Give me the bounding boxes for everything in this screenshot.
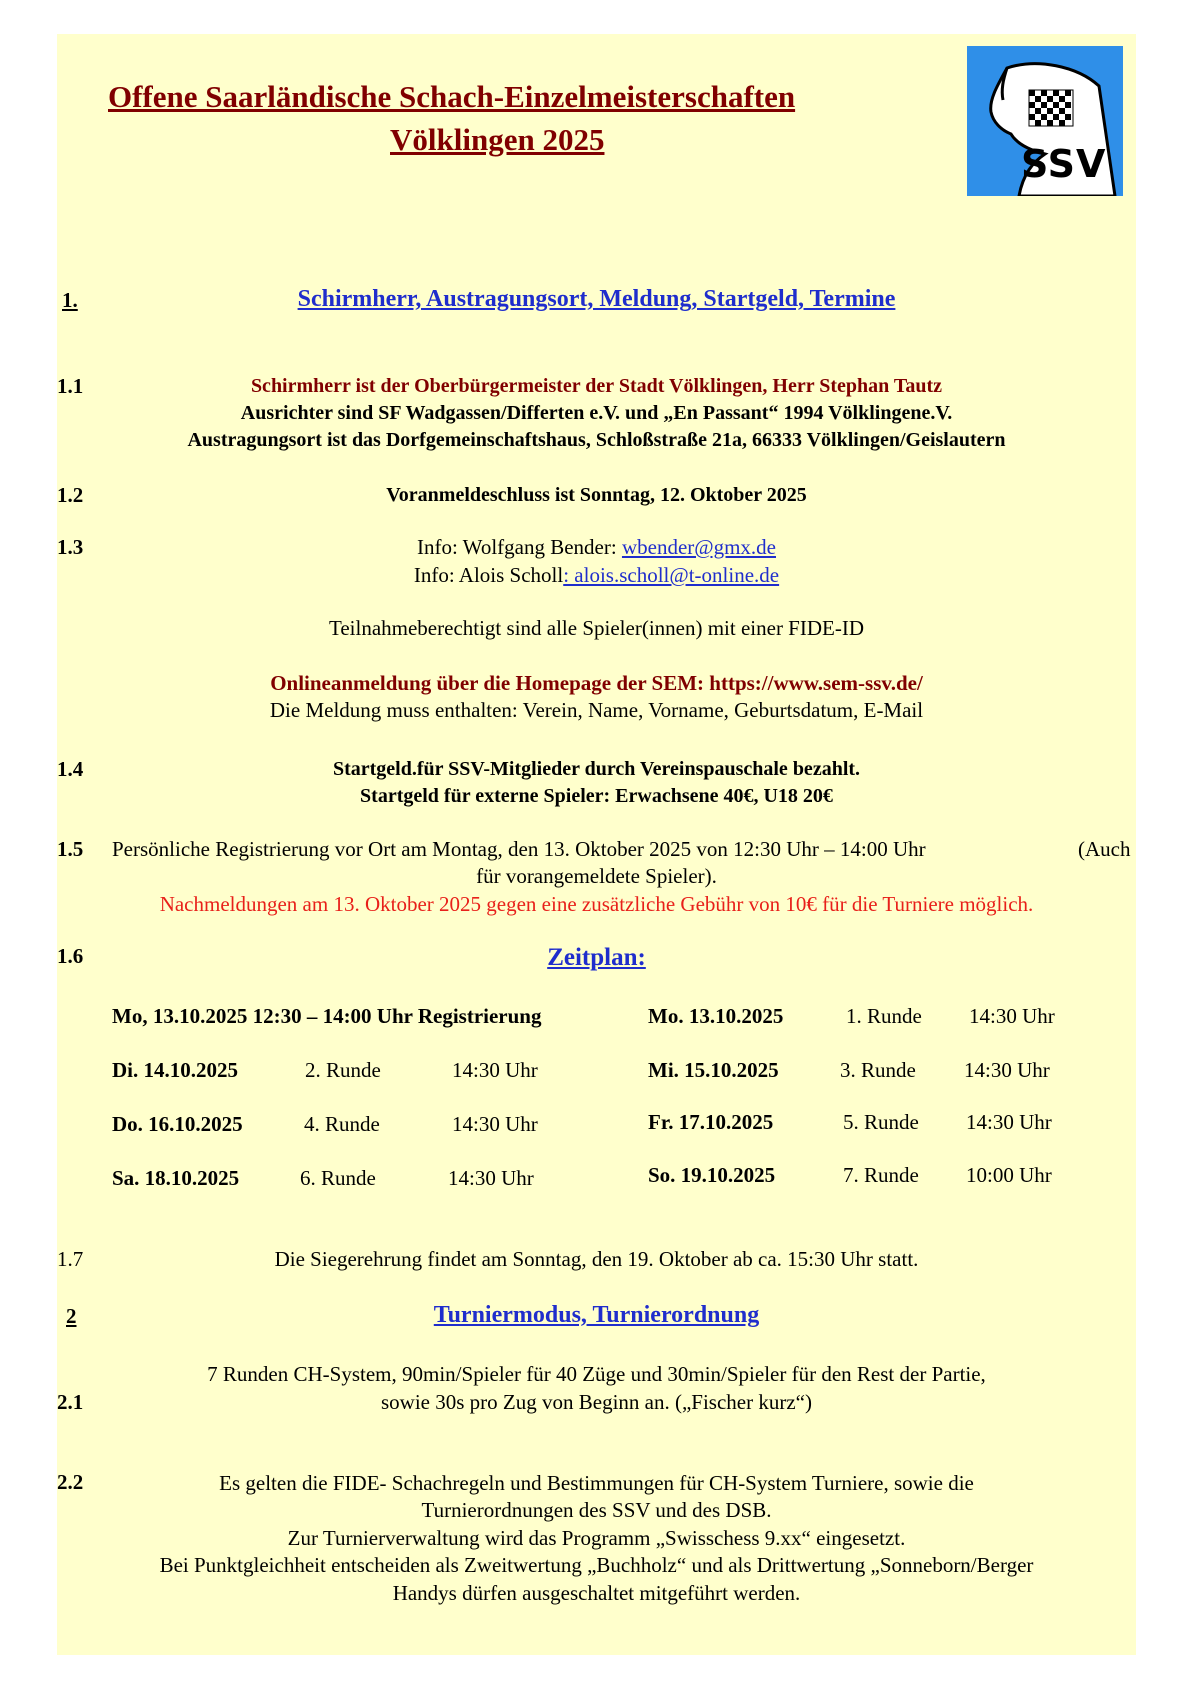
email-link[interactable]: : alois.scholl@t-online.de [563, 563, 780, 587]
item-number: 1.1 [57, 374, 84, 398]
section-heading: Turniermodus, Turnierordnung [433, 1302, 760, 1328]
schedule-round: 3. Runde [840, 1058, 916, 1082]
award-ceremony-line: Die Siegerehrung findet am Sonntag, den 19. Oktober ab ca. 15:30 Uhr statt. [274, 1247, 919, 1271]
rounds-line1: 7 Runden CH-System, 90min/Spieler für 40 Züge und 30min/Spieler für den Rest der Partie, [207, 1362, 986, 1386]
entry-fee-line1: Startgeld.für SSV-Mitglieder durch Vereinspauschale bezahlt. [332, 758, 861, 780]
schedule-day: Di. 14.10.2025 [112, 1058, 238, 1082]
organizer-line: Ausrichter sind SF Wadgassen/Differten e.V. und „En Passant“ 1994 Völklingene.V. [240, 402, 953, 424]
info-label: Info: Alois Scholl [413, 563, 564, 587]
late-registration-line: Nachmeldungen am 13. Oktober 2025 gegen eine zusätzliche Gebühr von 10€ für die Turniere möglich. [159, 892, 1034, 916]
schedule-round: 6. Runde [300, 1166, 376, 1190]
item-number: 1.3 [57, 535, 84, 559]
online-registration-line: Onlineanmeldung über die Homepage der SEM: https://www.sem-ssv.de/ [270, 671, 923, 695]
on-site-registration-line: Persönliche Registrierung vor Ort am Montag, den 13. Oktober 2025 von 12:30 Uhr – 14:00 Uhr [112, 837, 926, 861]
eligibility-line: Teilnahmeberechtigt sind alle Spieler(innen) mit einer FIDE-ID [328, 616, 865, 640]
schedule-round: 4. Runde [304, 1112, 380, 1136]
item-number: 1.4 [57, 757, 84, 781]
item-number: 1.2 [57, 483, 84, 507]
info-contact-2 [57, 561, 1136, 589]
logo-text: SSV [1021, 142, 1107, 186]
schedule-time: 14:30 Uhr [966, 1110, 1052, 1134]
section-heading: Schirmherr, Austragungsort, Meldung, Startgeld, Termine [297, 286, 896, 312]
section-number: 1. [62, 288, 78, 312]
rules-line2: Turnierordnungen des SSV und des DSB. [421, 1498, 772, 1522]
schedule-round: 5. Runde [843, 1110, 919, 1134]
schedule-time: 14:30 Uhr [969, 1004, 1055, 1028]
rules-line4: Bei Punktgleichheit entscheiden als Zweitwertung „Buchholz“ und als Drittwertung „Sonneborn/Berger [159, 1553, 1034, 1577]
item-number: 1.6 [57, 944, 84, 968]
email-link[interactable]: wbender@gmx.de [621, 535, 776, 559]
info-contact-1 [57, 533, 1136, 561]
schedule-round: 2. Runde [305, 1058, 381, 1082]
item-number: 2.2 [57, 1470, 84, 1494]
schedule-day: Sa. 18.10.2025 [112, 1166, 240, 1190]
rounds-line2: sowie 30s pro Zug von Beginn an. („Fischer kurz“) [381, 1390, 812, 1414]
schedule-time: 14:30 Uhr [964, 1058, 1050, 1082]
schedule-time: 10:00 Uhr [966, 1163, 1052, 1187]
schedule-day: So. 19.10.2025 [648, 1163, 776, 1187]
on-site-registration-line-end: (Auch [1078, 837, 1131, 861]
schedule-time: 14:30 Uhr [448, 1166, 534, 1190]
ssv-logo [967, 46, 1123, 196]
schedule-round: 7. Runde [843, 1163, 919, 1187]
rules-line3: Zur Turnierverwaltung wird das Programm „Swisschess 9.xx“ eingesetzt. [287, 1526, 906, 1550]
patron-line: Schirmherr ist der Oberbürgermeister der Stadt Völklingen, Herr Stephan Tautz [250, 375, 943, 397]
schedule-day: Mo. 13.10.2025 [648, 1004, 784, 1028]
schedule-time: 14:30 Uhr [452, 1058, 538, 1082]
entry-fee-line2: Startgeld für externe Spieler: Erwachsene 40€, U18 20€ [360, 785, 833, 807]
page-title-line1: Offene Saarländische Schach-Einzelmeisterschaften [108, 79, 796, 114]
item-number: 1.5 [57, 837, 84, 861]
item-number: 1.7 [57, 1247, 84, 1271]
item-number: 2.1 [57, 1390, 84, 1414]
schedule-round: 1. Runde [846, 1004, 922, 1028]
schedule-registration: Mo, 13.10.2025 12:30 – 14:00 Uhr Registrierung [112, 1004, 542, 1028]
schedule-day: Mi. 15.10.2025 [648, 1058, 779, 1082]
schedule-day: Fr. 17.10.2025 [648, 1110, 774, 1134]
schedule-time: 14:30 Uhr [452, 1112, 538, 1136]
section-number: 2 [66, 1304, 77, 1328]
page-title-line2: Völklingen 2025 [390, 122, 605, 157]
rules-line5: Handys dürfen ausgeschaltet mitgeführt werden. [392, 1581, 801, 1605]
registration-content-line: Die Meldung muss enthalten: Verein, Name, Vorname, Geburtsdatum, E-Mail [269, 698, 924, 722]
schedule-day: Do. 16.10.2025 [112, 1112, 243, 1136]
registration-deadline: Voranmeldeschluss ist Sonntag, 12. Oktober 2025 [386, 484, 807, 506]
on-site-registration-line2: für vorangemeldete Spieler). [476, 864, 717, 888]
info-label: Info: Wolfgang Bender: [416, 535, 622, 559]
venue-line: Austragungsort ist das Dorfgemeinschaftshaus, Schloßstraße 21a, 66333 Völklingen/Geislautern [187, 429, 1006, 451]
rules-line1: Es gelten die FIDE- Schachregeln und Bestimmungen für CH-System Turniere, sowie die [219, 1471, 974, 1495]
schedule-heading: Zeitplan: [547, 944, 646, 971]
